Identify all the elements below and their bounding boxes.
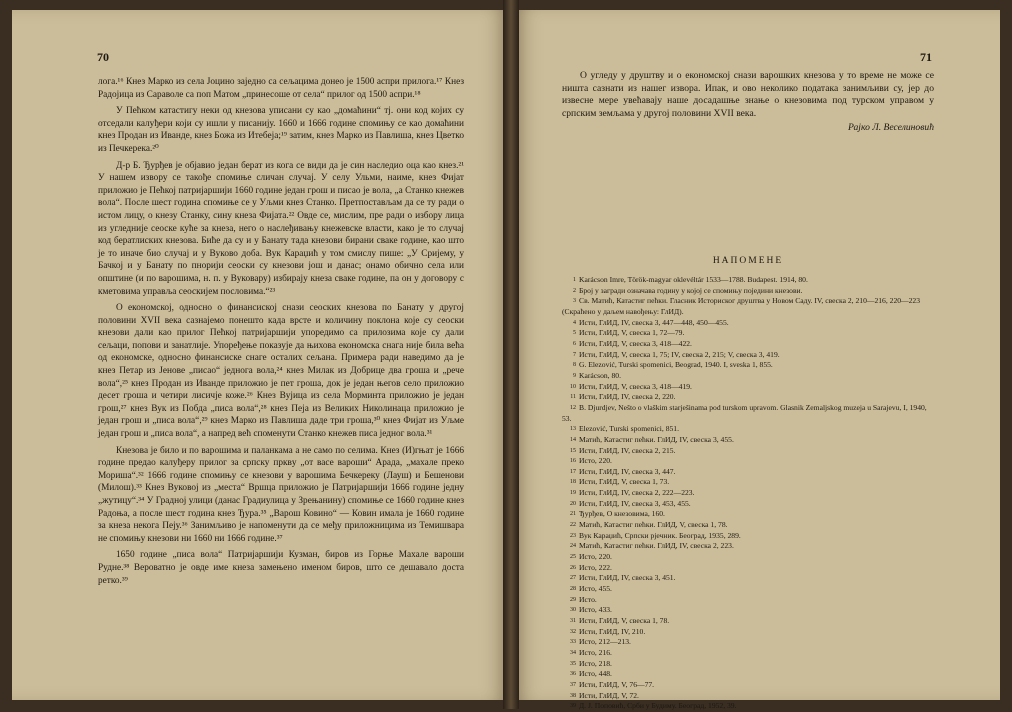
footnote-text: B. Djurdjev, Nešto o vlaškim starješinama pod turskom upravom. Glasnik Zemaljskog muzeja u Sarajevu, I, 1940, 53. [562, 402, 927, 423]
footnote-number: 31 [570, 618, 576, 624]
footnote [562, 552, 934, 563]
footnote-number: 39 [570, 703, 576, 710]
footnote-number: 17 [570, 468, 576, 475]
footnote-number: 19 [570, 490, 576, 497]
footnote-number: 29 [570, 596, 576, 603]
footnote-text: Исто, 220. [579, 552, 612, 562]
footnote-text: Исти, ГлИД, IV, свеска 3, 453, 455. [579, 498, 691, 508]
footnote-text: Исти, ГлИД, IV, свеска 3, 447. [579, 466, 676, 476]
footnote-text: G. Elezović, Turski spomenici, Beograd, 1940. I, sveska 1, 855. [579, 360, 773, 370]
paragraph: лога.¹⁶ Кнез Марко из села Јоцино заједно са сељацима донео је 1500 аспри прилога.¹⁷ Кнез Радојица из Сараволе са поп Матом „принесоше от села“ прилог од 1500 аспри.¹⁸ [98, 77, 464, 100]
footnote-number: 26 [570, 564, 576, 571]
footnote [562, 701, 934, 712]
footnote [562, 541, 934, 552]
footnote-number: 12 [570, 404, 576, 411]
footnote-number: 37 [570, 681, 576, 688]
footnote-number: 14 [570, 436, 576, 443]
footnote-text: Ђурђев, О кнезовима, 160. [579, 509, 665, 519]
footnote-text: Исти, ГлИД, V, свеска 3, 418—419. [579, 381, 692, 391]
footnote-number: 10 [570, 383, 576, 390]
footnote [562, 659, 934, 670]
footnote-text: Вук Караџић, Српски рјечник. Београд, 1935, 289. [579, 530, 741, 540]
footnote-text: Исто, 216. [579, 647, 612, 657]
paragraph: О угледу у друштву и о економској снази варошких кнезова у то време не може се ништа сазнати из нашег извора. Ипак, и ово неколико података занимљиви су, јер до извесне мере увећавају наше досадашње знање о кнезовима под турском управом у српским земљама у другој половини XVII века. [562, 70, 934, 119]
footnote-text: Д. Ј. Поповић, Срби у Будиму. Београд, 1952, 39. [579, 701, 737, 711]
footnote-text: Исти, ГлИД, IV, свеска 3, 451. [579, 573, 676, 583]
footnote-text: Исти, ГлИД, IV, свеска 2, 222—223. [579, 488, 695, 498]
footnote-number: 23 [570, 532, 576, 539]
footnote [562, 563, 934, 574]
footnote [562, 648, 934, 659]
footnote-number: 30 [570, 607, 576, 614]
footnote-text: Исти, ГлИД, V, свеска 1, 75; IV, свеска 2, 215; V, свеска 3, 419. [579, 349, 780, 359]
footnote-number: 25 [570, 554, 576, 561]
footnote [562, 605, 934, 616]
footnote-text: Исти, ГлИД, V, 76—77. [579, 679, 655, 689]
footnote-text: Исти, ГлИД, IV, 210. [579, 626, 646, 636]
footnote [562, 669, 934, 680]
right-page [512, 10, 1000, 711]
footnote-text: Матић, Катастиг пећки. ГлИД, IV, свеска 3, 455. [579, 434, 734, 444]
footnote-number: 4 [573, 319, 576, 326]
footnote-text: Исти, ГлИД, V, 72. [579, 690, 639, 700]
footnote-text: Исто, 222. [579, 562, 612, 572]
paragraph: О економској, односно о финансиској снази сеоских кнезова по Банату у другој половини XVII века сазнајемо понешто када врсте и количину поклона које су сеоски кнезови дали као прилог Пећкој патријаршији упоредимо са прилозима које су дали сељаци, попови и занатлије. Упоређење показује да њихова економска снага није била већа од економске, односно финансиске снаге осталих сељана. Примера ради наведимо да је кнез Петар из Јенове „писао“ једнога вола,²⁴ кнез Милак из Добрице два гроша и „рече вола“,²⁵ кнез Продан из Иванде приложио је пет гроша, док је један његов село приложио десет гроша и четири лисичје коже.²⁶ Кнез Вујица из села Морминта приложио је један грош,²⁷ кнез Вук из Побда „писа вола“,²⁸ кнез Пеја из Великих Николинаца приложио је један грош и „писа вола“,²⁹ кнез Марко из Павлиша даде три гроша,³⁰ кнез Фијат из Уљме један грош и „писа вола“, а напред већ споменути Станко кнежев писа једног вола.³¹ [98, 303, 464, 440]
footnote-text: Исто, 433. [579, 605, 612, 615]
footnote-text: Исти, ГлИД, IV, свеска 2, 220. [579, 392, 676, 402]
footnote-number: 20 [570, 500, 576, 507]
footnote-number: 38 [570, 692, 576, 699]
footnote-text: Elezović, Turski spomenici, 851. [579, 424, 679, 434]
footnote [562, 328, 934, 339]
footnote [562, 382, 934, 393]
footnote-number: 5 [573, 330, 576, 337]
footnote [562, 573, 934, 584]
paragraph: Кнезова је било и по варошима и паланкама а не само по селима. Кнез (И)гњат је 1666 године предао калуђеру прилог за српску прквy „от васе вароши“ Арада, „махале преко Мориша“.³² 1666 године спомињу се кнезови у варошима Бечкереку (Лауш) и Бешенови (Милош).³³ Кнез Вуковој из „места“ Вршца приложио је Патријаршији 1666 године једну „жутицу“.³⁴ У Градној улици (данас Градиулица у Зрењанину) спомиње се 1660 године кнез Радоња, а после шест година кнез Ђура.³⁵ „Варош Ковино“ — Ковин имала је 1660 године за кнеза некога Пеју.³⁶ Занимљиво је напоменути да се међу приложницима из Темишвара не спомињу кнезови ни 1660 ни 1666 године.³⁷ [98, 445, 464, 544]
footnote [562, 435, 934, 446]
footnote-number: 34 [570, 649, 576, 656]
footnote-number: 13 [570, 426, 576, 433]
footnote-text: Број у загради означава годину у којој се спомињу поједини кнезови. [579, 285, 803, 295]
footnote-number: 21 [570, 511, 576, 518]
footnote [562, 275, 934, 286]
footnote-text: Исто, 218. [579, 658, 612, 668]
footnote [562, 424, 934, 435]
footnote [562, 488, 934, 499]
footnote [562, 403, 934, 424]
footnote-number: 22 [570, 522, 576, 529]
footnote-number: 11 [570, 394, 576, 401]
footnote-number: 24 [570, 543, 576, 550]
footnote-number: 27 [570, 575, 576, 582]
footnote-number: 18 [570, 479, 576, 486]
footnote [562, 680, 934, 691]
footnote-text: Исто, 212—213. [579, 637, 631, 647]
footnote-text: Исти, ГлИД, V, свеска 1, 73. [579, 477, 670, 487]
footnote-text: Исто, 220. [579, 456, 612, 466]
footnote [562, 509, 934, 520]
footnote-text: Исти, ГлИД, V, свеска 1, 72—79. [579, 328, 685, 338]
footnote-text: Св. Матић, Катастиг пећки. Гласник Историског друштва у Новом Саду. IV, свеска 2, 210—216, 220—223 (Скраћено у даљем навођењу: ГлИД). [562, 296, 921, 316]
paragraph: У Пећком катастигу неки од кнезова уписани су као „домаћини“ тј. они код којих су отседали калуђери који су ишли у писанију. 1660 и 1666 године спомињу се као домаћини кнез Продан из Иванде, кнез Божа из Итебеја;¹⁹ затим, кнез Марко из Павлиша, кнез Цветко из Печкерека.²⁰ [98, 106, 464, 154]
footnote-number: 16 [570, 458, 576, 465]
footnote [562, 477, 934, 488]
paragraph: 1650 године „писа вола“ Патријаршији Кузман, бирoв из Горње Махале вароши Рудне.³⁸ Вероватно је овде име кнеза замењено именом биров, што се дешавало доста ретко.³⁹ [98, 550, 464, 586]
footnote [562, 616, 934, 627]
footnote-text: Исто, 448. [579, 669, 612, 679]
page-number: 70 [97, 50, 109, 64]
footnote [562, 360, 934, 371]
footnote [562, 595, 934, 606]
footnote [562, 531, 934, 542]
paragraph: Д-р Б. Ђурђев је објавио један берат из кога се види да је син наследио оца као кнез.²¹ У нашем извору се такође спомиње сличан случај. У селу Ульми, наиме, кнез Фијат приложио је Пећкој патријаршији 1660 године један грош и писао је вола, „а Станко кнежев вола“. После шест година спомиње се у Уљми кнез Станко. Претпостављам да се ту ради о истом лицу, о кнезу Станку, сину кнеза Фијата.²² Овде се, мислим, пре ради о избору лица из угледније сеоске куће за кнеза, него о наслеђивању кнежевске власти, како је то случај код бератлиских кнезова. Биће да су и у Банату тада кнезови бирани сваке године, као што је то иначе био случај и у Вуково доба. Вук Караџић у том смислу пише: „У Сријему, у Бачкој и у Банату по пнорији сеоски су кнезови још и данас; онамо обично села или општине (и по варошима, н. п. у Вуковару) избирају кнеза сваке године, па он у договору с кметовима управља сеоскијем пословима.“²³ [98, 160, 464, 297]
footnote [562, 350, 934, 361]
footnote-number: 32 [570, 628, 576, 635]
footnote-number: 28 [570, 586, 576, 593]
footnote-text: Матић, Катастиг пећки. ГлИД, IV, свеска 2, 223. [579, 541, 734, 551]
footnote-number: 33 [570, 639, 576, 646]
footnote [562, 392, 934, 403]
footnote [562, 296, 934, 317]
notes-list [562, 275, 934, 712]
footnote-number: 6 [573, 340, 576, 347]
footnote [562, 520, 934, 531]
footnote [562, 467, 934, 478]
footnote [562, 456, 934, 467]
left-page [12, 10, 510, 700]
footnote-text: Исти, ГлИД, IV, свеска 3, 447—448, 450—455. [579, 317, 729, 327]
footnote-text: Исти, ГлИД, V, свеска 3, 418—422. [579, 338, 692, 348]
book-gutter [503, 0, 519, 709]
footnote-text: Исти, ГлИД, V, свеска 1, 78. [579, 616, 670, 625]
footnote [562, 499, 934, 510]
footnote-number: 3 [573, 298, 576, 305]
body-text [98, 76, 464, 591]
footnote-text: Karácson, 80. [579, 370, 621, 380]
footnote [562, 584, 934, 595]
footnote-number: 9 [573, 372, 576, 379]
footnote [562, 446, 934, 457]
author-signature: Рајко Л. Веселиновић [847, 122, 934, 134]
footnote-text: Матић, Катастиг пећки. ГлИД, V, свеска 1, 78. [579, 520, 728, 530]
footnote [562, 637, 934, 648]
footnote [562, 627, 934, 638]
footnote-number: 36 [570, 671, 576, 678]
footnote [562, 286, 934, 297]
notes-heading: НАПОМЕНЕ [712, 256, 784, 266]
footnote-number: 15 [570, 447, 576, 454]
footnote-number: 1 [573, 277, 576, 283]
footnote [562, 318, 934, 329]
footnote [562, 371, 934, 382]
footnote [562, 691, 934, 702]
footnote-text: Исто. [579, 594, 597, 604]
footnote [562, 339, 934, 350]
footnote-number: 2 [573, 287, 576, 294]
footnote-number: 7 [573, 351, 576, 358]
body-text [562, 70, 934, 135]
footnote-text: Исти, ГлИД, IV, свеска 2, 215. [579, 445, 676, 455]
page-number: 71 [920, 50, 932, 64]
footnote-number: 35 [570, 660, 576, 667]
footnote-text: Исто, 455. [579, 584, 612, 594]
footnote-number: 8 [573, 362, 576, 369]
footnote-text: Karácson Imre, Török-magyar oklevéltár 1533—1788. Budapest. 1914, 80. [579, 275, 808, 284]
